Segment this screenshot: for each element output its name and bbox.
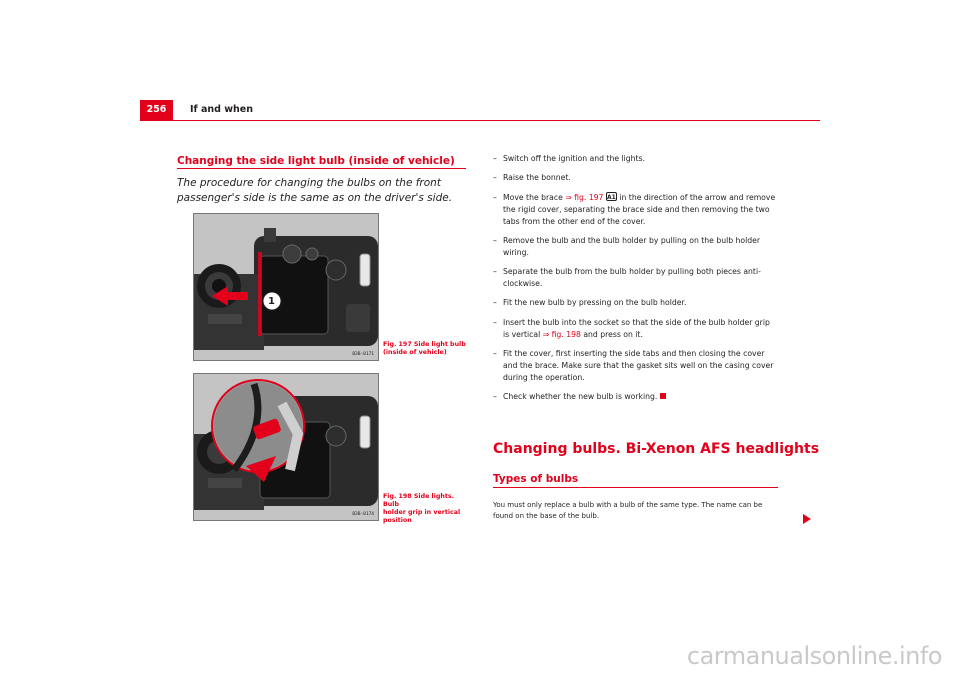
- chapter-heading: Changing bulbs. Bi-Xenon AFS headlights: [493, 441, 820, 457]
- step-dash: –: [493, 235, 497, 245]
- caption-line: Fig. 197 Side light bulb: [383, 341, 466, 348]
- step-text: Raise the bonnet.: [503, 173, 571, 183]
- step-text: Insert the bulb into the socket so that the side of the bulb holder grip is vertical: [503, 317, 770, 339]
- step-item: [493, 172, 778, 184]
- step-dash: –: [493, 173, 497, 183]
- subsection-heading: Types of bulbs: [493, 473, 579, 485]
- step-text: Separate the bulb from the bulb holder by pulling both pieces anti-clockwise.: [503, 267, 761, 289]
- step-item: [493, 235, 778, 259]
- caption-line: holder grip in vertical: [383, 509, 461, 516]
- body-paragraph: You must only replace a bulb with a bulb of the same type. The name can be found on the base of the bulb.: [493, 501, 763, 520]
- bulb-holder-illustration: [194, 374, 378, 520]
- step-dash: –: [493, 192, 497, 202]
- step-text: Remove the bulb and the bulb holder by pulling on the bulb holder wiring.: [503, 235, 761, 257]
- figure-link[interactable]: ⇒ fig. 197: [565, 192, 604, 202]
- headlight-illustration: [194, 214, 378, 360]
- procedure-steps: [493, 153, 778, 411]
- section-rule: [177, 168, 466, 169]
- step-dash: –: [493, 298, 497, 308]
- step-text: Move the brace: [503, 192, 566, 202]
- step-dash: –: [493, 392, 497, 402]
- figure-code: B3B-0171: [352, 352, 374, 357]
- section-heading: Changing the side light bulb (inside of vehicle): [177, 155, 455, 167]
- step-text: Check whether the new bulb is working.: [503, 392, 658, 402]
- watermark: carmanualsonline.info: [686, 642, 942, 670]
- step-dash: –: [493, 349, 497, 359]
- step-text: and press on it.: [580, 329, 643, 339]
- figure-link[interactable]: ⇒ fig. 198: [542, 329, 581, 339]
- step-text: Fit the cover, first inserting the side tabs and then closing the cover and the brace. Make sure that the gasket sits well on the casing cover during the operation.: [503, 349, 774, 383]
- step-item: [493, 192, 778, 228]
- figure-code: B3B-0174: [352, 512, 374, 517]
- section-intro: The procedure for changing the bulbs on the front passenger's side is the same as on the driver's side.: [177, 177, 453, 204]
- figure-198: [193, 373, 379, 521]
- figure-197: [193, 213, 379, 361]
- step-dash: –: [493, 267, 497, 277]
- caption-line: position: [383, 517, 412, 524]
- step-item: [493, 317, 778, 341]
- subsection-rule: [493, 487, 778, 488]
- header-rule: [140, 120, 820, 121]
- section-end-icon: [660, 393, 666, 399]
- caption-line: (inside of vehicle): [383, 349, 447, 356]
- next-page-arrow-icon[interactable]: [803, 514, 811, 524]
- step-item: [493, 266, 778, 290]
- figure-198-caption: [383, 493, 468, 525]
- step-item: [493, 391, 778, 403]
- running-header: If and when: [190, 104, 254, 115]
- step-item: [493, 297, 778, 309]
- step-text: Fit the new bulb by pressing on the bulb holder.: [503, 298, 687, 308]
- page-number: 256: [140, 100, 173, 120]
- figure-callout: 1: [268, 296, 275, 307]
- callout-badge: A1: [606, 193, 616, 201]
- step-text: Switch off the ignition and the lights.: [503, 154, 646, 163]
- step-dash: –: [493, 317, 497, 327]
- step-item: [493, 348, 778, 384]
- step-text: in the direction of the arrow and remove the rigid cover, separating the brace side and then removing the two tabs from the other end of the cover.: [503, 192, 776, 226]
- caption-line: Fig. 198 Side lights. Bulb: [383, 493, 455, 508]
- step-item: [493, 153, 778, 165]
- figure-197-caption: [383, 341, 468, 357]
- step-dash: –: [493, 154, 497, 163]
